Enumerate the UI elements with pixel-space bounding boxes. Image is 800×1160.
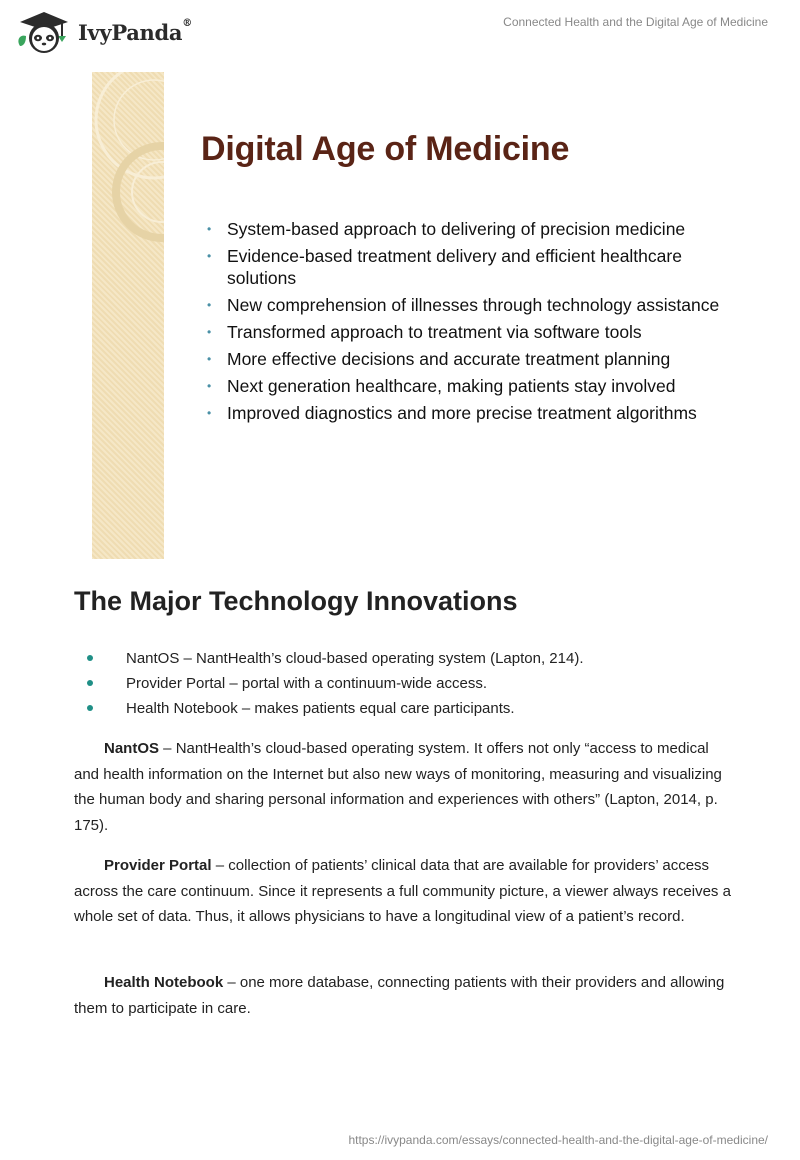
page-header — [0, 0, 800, 60]
paragraph-nantos: NantOS – NantHealth’s cloud-based operating system. It offers not only “access to medical and health information on the Internet but also new ways of monitoring, measuring and visualizing the human body and sharing personal information and experiences with others” (Lapton, 2014, p. 175). — [74, 740, 722, 834]
list-item: Health Notebook – makes patients equal care participants. — [74, 696, 734, 721]
slide-bullet: • Next generation healthcare, making patients stay involved — [207, 376, 676, 396]
slide-bullet: • More effective decisions and accurate treatment planning — [207, 349, 671, 369]
ivypanda-logo[interactable] — [14, 8, 192, 56]
slide-decorative-band — [92, 72, 164, 559]
slide-bullet: • New comprehension of illnesses through technology assistance — [207, 295, 720, 315]
brand-name: IvyPanda® — [78, 17, 192, 45]
list-item: Provider Portal – portal with a continuum-wide access. — [74, 671, 734, 696]
slide-bullet: • System-based approach to delivering of precision medicine — [207, 219, 686, 239]
slide-bullet: • Transformed approach to treatment via software tools — [207, 322, 642, 342]
paragraph-term: NantOS — [104, 740, 160, 757]
bullet-icon — [87, 655, 93, 661]
paragraph-health-notebook: Health Notebook – one more database, connecting patients with their providers and allowing them to participate in care. — [74, 974, 725, 1017]
bullet-icon: • — [207, 325, 212, 339]
slide-image — [74, 72, 724, 562]
paragraph-term: Health Notebook — [104, 974, 224, 991]
innovations-list — [74, 646, 734, 721]
paragraph-provider-portal: Provider Portal – collection of patients’ clinical data that are available for providers’ access across the care continuum. Since it represents a full community picture, a viewer always receives a whole set of data. Thus, it allows physicians to have a longitudinal view of a patient’s record. — [74, 857, 731, 925]
paragraph-term: Provider Portal — [104, 857, 212, 874]
panda-graduation-cap-icon — [14, 8, 72, 56]
slide-bullet: • Improved diagnostics and more precise treatment algorithms — [207, 403, 697, 423]
slide-bullet: • Evidence-based treatment delivery and efficient healthcare solutions — [207, 246, 682, 288]
bullet-icon: • — [207, 406, 212, 420]
bullet-icon: • — [207, 249, 212, 263]
bullet-icon — [87, 680, 93, 686]
section-heading: The Major Technology Innovations — [74, 586, 518, 616]
bullet-icon: • — [207, 352, 212, 366]
bullet-icon — [87, 705, 93, 711]
decorative-circles-icon — [92, 72, 164, 559]
slide-bullet-list — [204, 218, 724, 429]
bullet-icon: • — [207, 222, 212, 236]
document-title: Connected Health and the Digital Age of Medicine — [503, 15, 768, 29]
bullet-icon: • — [207, 298, 212, 312]
source-url[interactable]: https://ivypanda.com/essays/connected-health-and-the-digital-age-of-medicine/ — [348, 1133, 768, 1147]
slide-title: Digital Age of Medicine — [201, 130, 570, 168]
list-item: NantOS – NantHealth’s cloud-based operating system (Lapton, 214). — [74, 646, 734, 671]
bullet-icon: • — [207, 379, 212, 393]
